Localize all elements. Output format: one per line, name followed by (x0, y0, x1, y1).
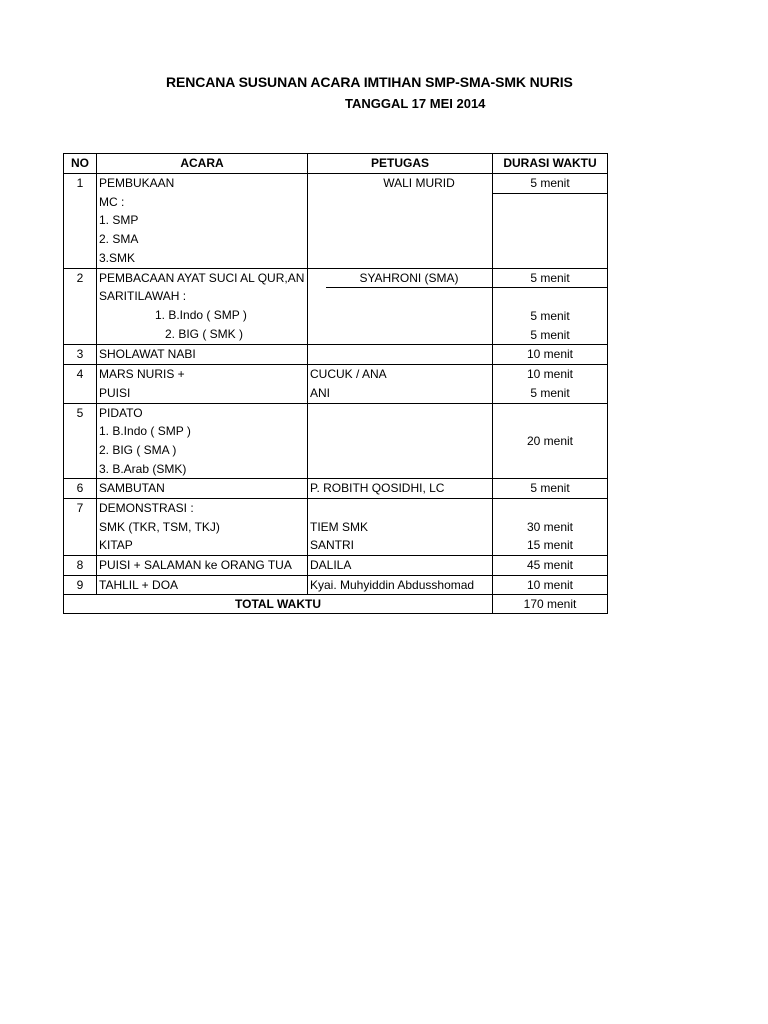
durasi-spacer (495, 499, 605, 518)
acara-cell (97, 268, 308, 345)
durasi-spacer (495, 288, 605, 307)
acara-cell (97, 556, 308, 576)
acara-line: MARS NURIS + (99, 367, 185, 382)
table-row (64, 498, 608, 555)
acara-line: DEMONSTRASI : (99, 500, 194, 515)
table-row (64, 345, 608, 365)
acara-cell (97, 403, 308, 479)
table-row (64, 268, 608, 345)
total-value: 170 menit (493, 595, 608, 614)
table-row (64, 575, 608, 595)
petugas-cell (308, 365, 493, 403)
column-header-durasi: DURASI WAKTU (493, 154, 608, 174)
petugas-cell (308, 556, 493, 576)
petugas-cell (308, 498, 493, 555)
table-row (64, 174, 608, 269)
row-number: 4 (64, 365, 97, 403)
column-header-acara: ACARA (97, 154, 308, 174)
acara-line: 1. SMP (99, 213, 139, 228)
row-number: 3 (64, 345, 97, 365)
row-number: 2 (64, 268, 97, 345)
durasi-cell (493, 479, 608, 499)
acara-line: SAMBUTAN (99, 481, 165, 496)
acara-line: 1. B.Indo ( SMP ) (155, 308, 247, 323)
table-header-row (64, 154, 608, 174)
acara-cell (97, 498, 308, 555)
durasi-line: 5 menit (530, 327, 570, 342)
durasi-cell (493, 403, 608, 479)
durasi-cell (493, 268, 608, 345)
column-header-no: NO (64, 154, 97, 174)
petugas-cell (308, 174, 493, 269)
row-number: 6 (64, 479, 97, 499)
petugas-line (310, 345, 490, 364)
durasi-line: 5 menit (530, 176, 570, 190)
acara-cell (97, 575, 308, 595)
petugas-line: WALI MURID (383, 176, 455, 190)
petugas-cell (308, 268, 493, 345)
acara-line: PUISI (99, 385, 131, 400)
acara-line: 1. B.Indo ( SMP ) (99, 424, 191, 439)
acara-cell (97, 345, 308, 365)
petugas-cell (308, 479, 493, 499)
petugas-line: ANI (310, 385, 331, 400)
row-number: 7 (64, 498, 97, 555)
acara-line: PIDATO (99, 405, 143, 420)
document-date: TANGGAL 17 MEI 2014 (345, 96, 486, 111)
petugas-line: Kyai. Muhyiddin Abdusshomad (310, 577, 475, 592)
petugas-empty-subcell (326, 287, 492, 344)
petugas-line: CUCUK / ANA (310, 367, 387, 382)
acara-line: TAHLIL + DOA (99, 577, 179, 592)
table-row (64, 403, 608, 479)
durasi-cell (493, 174, 608, 269)
durasi-line: 10 menit (526, 347, 574, 362)
petugas-cell (308, 345, 493, 365)
row-number: 8 (64, 556, 97, 576)
durasi-subcell (493, 287, 607, 344)
acara-line: PUISI + SALAMAN ke ORANG TUA (99, 558, 292, 572)
table-row (64, 479, 608, 499)
durasi-line: 10 menit (526, 367, 574, 382)
durasi-cell (493, 575, 608, 595)
column-header-petugas: PETUGAS (308, 154, 493, 174)
durasi-line: 5 menit (530, 385, 570, 400)
durasi-line: 45 menit (526, 558, 574, 572)
table-row (64, 556, 608, 576)
acara-line: KITAP (99, 538, 133, 553)
acara-cell (97, 174, 308, 269)
durasi-line: 5 menit (530, 481, 570, 496)
petugas-line: DALILA (310, 558, 352, 572)
acara-line: 2. BIG ( SMK ) (165, 326, 244, 341)
durasi-cell (493, 345, 608, 365)
petugas-cell (308, 575, 493, 595)
petugas-line: TIEM SMK (310, 519, 369, 534)
document-title: RENCANA SUSUNAN ACARA IMTIHAN SMP-SMA-SMK NURIS (166, 74, 573, 90)
durasi-line: 30 menit (526, 519, 574, 534)
durasi-line: 5 menit (530, 309, 570, 324)
durasi-line: 20 menit (526, 433, 574, 448)
row-number: 9 (64, 575, 97, 595)
durasi-line: 5 menit (530, 270, 570, 285)
acara-line: 3.SMK (99, 250, 136, 265)
durasi-cell (493, 556, 608, 576)
acara-line: MC : (99, 194, 125, 209)
acara-line: 2. BIG ( SMA ) (99, 442, 177, 457)
total-label: TOTAL WAKTU (64, 595, 493, 614)
acara-line: PEMBUKAAN (99, 176, 175, 190)
durasi-line: 15 menit (526, 538, 574, 553)
acara-cell (97, 479, 308, 499)
table-row (64, 365, 608, 403)
acara-line: SHOLAWAT NABI (99, 347, 196, 362)
petugas-line: SYAHRONI (SMA) (359, 270, 459, 285)
row-number: 1 (64, 174, 97, 269)
row-number: 5 (64, 403, 97, 479)
durasi-cell (493, 365, 608, 403)
acara-line: SARITILAWAH : (99, 289, 187, 304)
durasi-line: 10 menit (526, 577, 574, 592)
acara-line: 2. SMA (99, 232, 139, 247)
petugas-cell (308, 403, 493, 479)
durasi-empty-subcell (493, 193, 607, 268)
acara-cell (97, 365, 308, 403)
petugas-line: P. ROBITH QOSIDHI, LC (310, 481, 445, 496)
acara-line: 3. B.Arab (SMK) (99, 461, 187, 476)
acara-line: SMK (TKR, TSM, TKJ) (99, 519, 220, 534)
petugas-line (310, 404, 490, 423)
schedule-table (63, 153, 608, 614)
acara-line: PEMBACAAN AYAT SUCI AL QUR,AN (99, 270, 305, 285)
petugas-spacer (310, 499, 490, 518)
petugas-line: SANTRI (310, 538, 355, 553)
durasi-cell (493, 498, 608, 555)
total-row (64, 595, 608, 614)
